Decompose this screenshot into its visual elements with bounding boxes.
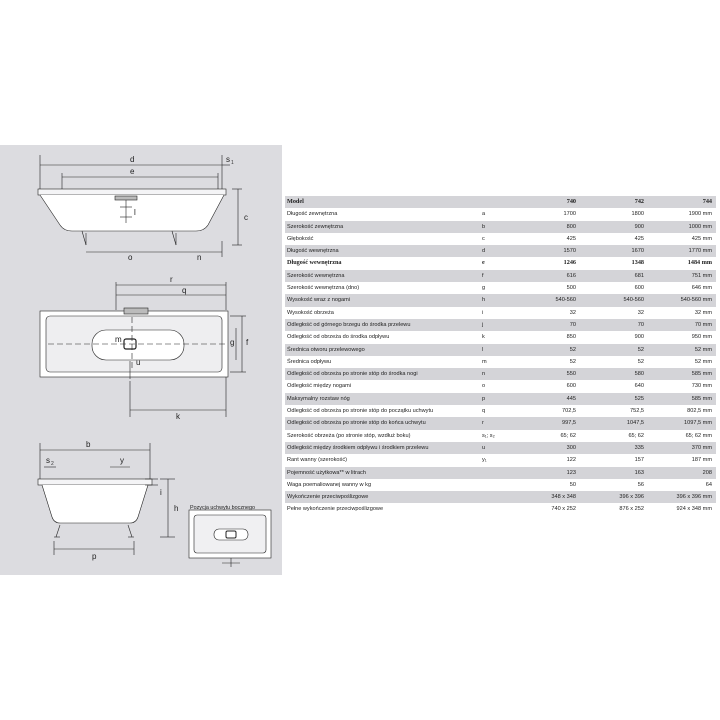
side-view-drawing [38,155,242,257]
cell-label: Długość wewnętrzna [285,257,480,269]
cell-742: 600 [578,282,646,294]
cell-742: 742 [578,196,646,208]
dim-label-i: i [160,488,162,497]
cell-744: 425 mm [646,233,716,245]
cell-symbol: b [480,221,510,233]
cell-740: 550 [510,368,578,380]
cell-740: 123 [510,467,578,479]
top-view-drawing [40,282,246,417]
cell-label: Rant wanny (szerokość) [285,454,480,466]
cell-label: Odległość od obrzeża po stronie stóp do początku uchwytu [285,405,480,417]
cell-label: Wysokość wraz z nogami [285,294,480,306]
cell-744: 1097,5 mm [646,417,716,429]
cell-742: 1800 [578,208,646,220]
cell-740: 70 [510,319,578,331]
cell-symbol: d [480,245,510,257]
table-row [285,282,716,294]
cell-744: 208 [646,467,716,479]
cell-symbol: s₁; s₂ [480,430,510,442]
cell-742: 163 [578,467,646,479]
cell-label: Głębokość [285,233,480,245]
cell-740: 1246 [510,257,578,269]
dim-label-p: p [92,552,97,561]
cell-label: Szerokość wewnętrzna (dno) [285,282,480,294]
dim-label-m: m [115,335,122,344]
cell-744: 1770 mm [646,245,716,257]
cell-744: 187 mm [646,454,716,466]
cell-744: 730 mm [646,380,716,392]
cell-742: 1348 [578,257,646,269]
cell-symbol: n [480,368,510,380]
cell-744: 744 [646,196,716,208]
cell-744: 646 mm [646,282,716,294]
dim-label-r: r [170,275,173,284]
cell-744: 950 mm [646,331,716,343]
cell-744: 585 mm [646,393,716,405]
cell-742: 52 [578,356,646,368]
cell-label: Wysokość obrzeża [285,307,480,319]
table-row [285,393,716,405]
table-row [285,454,716,466]
cell-label: Odległość od obrzeża do środka odpływu [285,331,480,343]
cell-symbol: k [480,331,510,343]
cell-744: 802,5 mm [646,405,716,417]
cell-symbol: l [480,344,510,356]
end-view-drawing [38,443,175,555]
cell-740: 348 x 348 [510,491,578,503]
cell-740: 425 [510,233,578,245]
cell-742: 335 [578,442,646,454]
cell-740: 740 x 252 [510,503,578,515]
table-row [285,221,716,233]
cell-744: 396 x 396 mm [646,491,716,503]
cell-740: 616 [510,270,578,282]
cell-symbol: e [480,257,510,269]
cell-744: 65; 62 mm [646,430,716,442]
cell-symbol [480,196,510,208]
cell-742: 1670 [578,245,646,257]
dim-label-g: g [230,338,235,347]
dim-label-s1: s [226,155,230,164]
dim-label-c: c [244,213,248,222]
table-row [285,491,716,503]
cell-742: 681 [578,270,646,282]
dim-label-e: e [130,167,135,176]
table-row [285,356,716,368]
cell-symbol: f [480,270,510,282]
dim-label-k: k [176,412,180,421]
table-row [285,479,716,491]
cell-symbol: i [480,307,510,319]
cell-742: 640 [578,380,646,392]
dim-label-b: b [86,440,91,449]
cell-740: 1570 [510,245,578,257]
cell-740: 1700 [510,208,578,220]
cell-742: 540-560 [578,294,646,306]
dim-label-q: q [182,286,187,295]
cell-744: 52 mm [646,344,716,356]
table-row [285,257,716,269]
cell-label: Odległość od górnego brzegu do środka przelewu [285,319,480,331]
cell-label: Długość zewnętrzna [285,208,480,220]
cell-740: 65; 62 [510,430,578,442]
dim-label-o: o [128,253,133,262]
table-row [285,208,716,220]
table-row [285,442,716,454]
cell-label: Średnica odpływu [285,356,480,368]
cell-label: Odległość między nogami [285,380,480,392]
dim-label-y: y [120,456,124,465]
cell-symbol [480,479,510,491]
cell-symbol: u [480,442,510,454]
cell-742: 157 [578,454,646,466]
cell-label: Odległość od obrzeża po stronie stóp do środka nogi [285,368,480,380]
cell-744: 370 mm [646,442,716,454]
cell-742: 396 x 396 [578,491,646,503]
cell-740: 800 [510,221,578,233]
table-row [285,307,716,319]
table-row [285,368,716,380]
cell-label: Waga poemaliowanej wanny w kg [285,479,480,491]
cell-symbol: a [480,208,510,220]
cell-label: Model [285,196,480,208]
cell-740: 600 [510,380,578,392]
table-row [285,467,716,479]
cell-742: 425 [578,233,646,245]
cell-742: 56 [578,479,646,491]
dim-label-u: u [136,358,141,367]
dim-label-s1-sub: 1 [231,160,234,166]
cell-740: 445 [510,393,578,405]
dim-label-f: f [246,338,249,347]
table-row [285,319,716,331]
cell-label: Szerokość zewnętrzna [285,221,480,233]
cell-symbol: m [480,356,510,368]
cell-symbol: o [480,380,510,392]
cell-740: 32 [510,307,578,319]
dim-label-n: n [197,253,202,262]
table-row [285,294,716,306]
cell-742: 876 x 252 [578,503,646,515]
cell-744: 924 x 348 mm [646,503,716,515]
cell-744: 70 mm [646,319,716,331]
table-row [285,405,716,417]
table-row [285,270,716,282]
handle-position-drawing [189,510,271,567]
cell-740: 740 [510,196,578,208]
table-header-row [285,196,716,208]
table-row [285,380,716,392]
cell-label: Średnica otworu przelewowego [285,344,480,356]
cell-742: 32 [578,307,646,319]
cell-symbol [480,491,510,503]
cell-744: 540-560 mm [646,294,716,306]
cell-740: 702,5 [510,405,578,417]
cell-symbol: q [480,405,510,417]
cell-740: 52 [510,344,578,356]
cell-symbol: g [480,282,510,294]
table-row [285,331,716,343]
cell-742: 52 [578,344,646,356]
dim-label-l: l [134,208,136,217]
cell-744: 1000 mm [646,221,716,233]
cell-742: 580 [578,368,646,380]
cell-744: 32 mm [646,307,716,319]
table-row [285,245,716,257]
cell-symbol [480,467,510,479]
cell-744: 585 mm [646,368,716,380]
table-row [285,503,716,515]
cell-symbol: c [480,233,510,245]
cell-symbol: j [480,319,510,331]
cell-label: Szerokość wewnętrzna [285,270,480,282]
table-row [285,344,716,356]
cell-742: 65; 62 [578,430,646,442]
cell-label: Długość wewnętrzna [285,245,480,257]
cell-742: 900 [578,221,646,233]
cell-label: Odległość między środkiem odpływu i środkiem przelewu [285,442,480,454]
cell-740: 122 [510,454,578,466]
cell-label: Maksymalny rozstaw nóg [285,393,480,405]
table-row [285,430,716,442]
cell-label: Pojemność użytkowa** w litrach [285,467,480,479]
cell-symbol: y₁ [480,454,510,466]
cell-744: 64 [646,479,716,491]
cell-742: 525 [578,393,646,405]
dim-label-h: h [174,504,179,513]
cell-symbol: h [480,294,510,306]
specification-table [285,196,716,516]
cell-740: 540-560 [510,294,578,306]
handle-position-caption: Pozycja uchwytu bocznego [190,505,256,511]
table-row [285,233,716,245]
specification-table-body [285,196,716,516]
cell-740: 997,5 [510,417,578,429]
cell-740: 500 [510,282,578,294]
cell-740: 50 [510,479,578,491]
cell-744: 1900 mm [646,208,716,220]
cell-744: 1484 mm [646,257,716,269]
cell-symbol: r [480,417,510,429]
table-row [285,417,716,429]
cell-742: 1047,5 [578,417,646,429]
dim-label-s2: s [46,456,50,465]
dim-label-d: d [130,155,135,164]
technical-drawing-panel [0,145,282,575]
cell-label: Pełne wykończenie przeciwpoślizgowe [285,503,480,515]
cell-label: Szerokość obrzeża (po stronie stóp, wzdłuż boku) [285,430,480,442]
cell-744: 751 mm [646,270,716,282]
cell-symbol [480,503,510,515]
cell-742: 900 [578,331,646,343]
cell-740: 850 [510,331,578,343]
cell-742: 70 [578,319,646,331]
dim-label-s2-sub: 2 [51,461,54,467]
cell-744: 52 mm [646,356,716,368]
cell-label: Odległość od obrzeża po stronie stóp do końca uchwytu [285,417,480,429]
cell-symbol: p [480,393,510,405]
cell-740: 52 [510,356,578,368]
cell-740: 300 [510,442,578,454]
cell-label: Wykończenie przeciwpoślizgowe [285,491,480,503]
cell-742: 752,5 [578,405,646,417]
